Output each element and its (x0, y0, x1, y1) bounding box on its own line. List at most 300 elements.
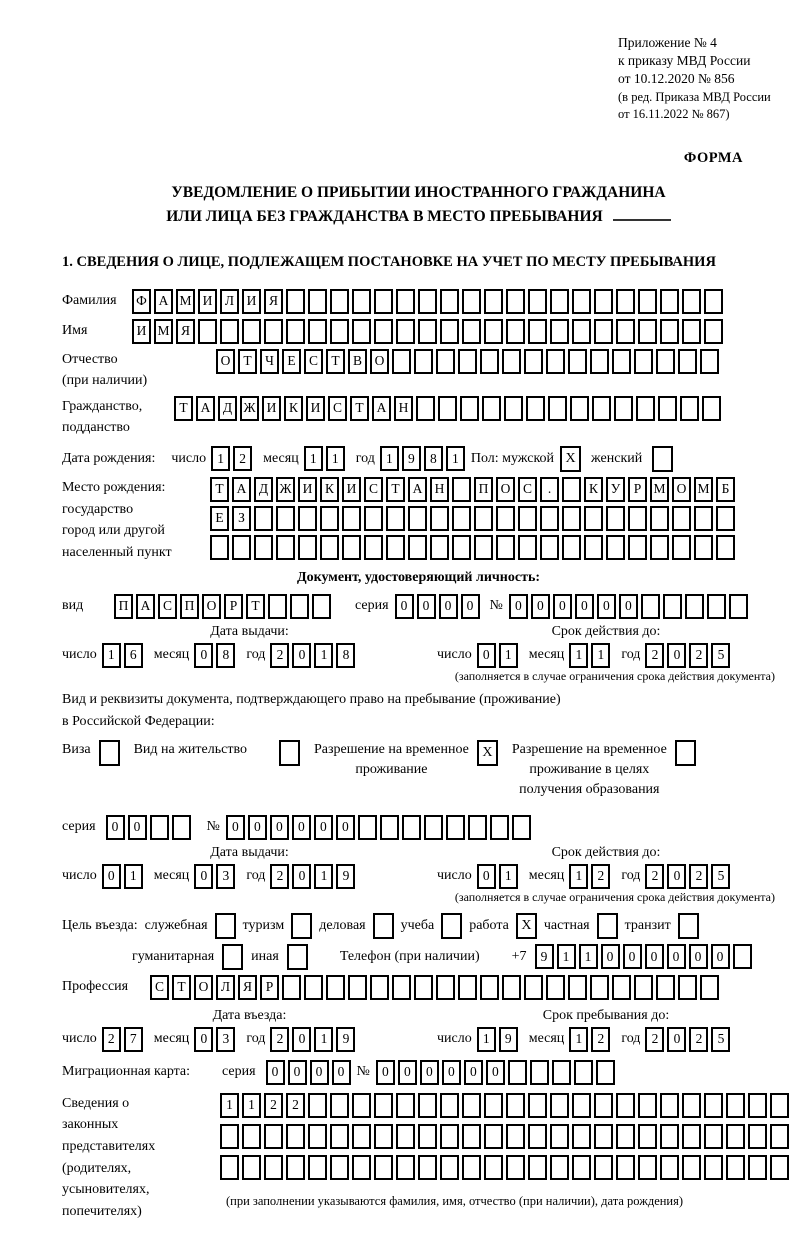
sex-male-checkbox[interactable]: X (560, 446, 581, 472)
char-cell[interactable] (729, 594, 748, 619)
char-cell[interactable] (438, 396, 457, 421)
char-cell[interactable] (370, 975, 389, 1000)
char-cell[interactable]: А (408, 477, 427, 502)
char-cell[interactable] (298, 535, 317, 560)
char-cell[interactable] (656, 975, 675, 1000)
char-cell[interactable] (572, 1093, 591, 1118)
char-cell[interactable] (550, 1155, 569, 1180)
char-cell[interactable]: 1 (569, 864, 588, 889)
char-cell[interactable] (672, 506, 691, 531)
char-cell[interactable]: 2 (102, 1027, 121, 1052)
char-cell[interactable]: 0 (420, 1060, 439, 1085)
char-cell[interactable] (504, 396, 523, 421)
char-cell[interactable] (572, 1124, 591, 1149)
char-cell[interactable]: 0 (597, 594, 616, 619)
char-cell[interactable] (678, 349, 697, 374)
char-cell[interactable] (512, 815, 531, 840)
char-cell[interactable] (374, 289, 393, 314)
char-cell[interactable] (660, 1155, 679, 1180)
char-cell[interactable] (682, 1155, 701, 1180)
char-cell[interactable]: Ч (260, 349, 279, 374)
char-cell[interactable] (562, 477, 581, 502)
char-cell[interactable] (282, 975, 301, 1000)
char-cell[interactable] (150, 815, 169, 840)
char-cell[interactable]: 0 (619, 594, 638, 619)
char-cell[interactable] (594, 1155, 613, 1180)
char-cell[interactable]: О (216, 349, 235, 374)
char-cell[interactable] (590, 349, 609, 374)
char-cell[interactable] (264, 1155, 283, 1180)
char-cell[interactable] (496, 535, 515, 560)
char-cell[interactable] (286, 1124, 305, 1149)
char-cell[interactable] (358, 815, 377, 840)
char-cell[interactable]: 0 (106, 815, 125, 840)
char-cell[interactable]: А (154, 289, 173, 314)
char-cell[interactable] (392, 349, 411, 374)
char-cell[interactable] (440, 1124, 459, 1149)
char-cell[interactable] (210, 535, 229, 560)
char-cell[interactable] (364, 535, 383, 560)
char-cell[interactable] (330, 1093, 349, 1118)
char-cell[interactable]: 0 (509, 594, 528, 619)
char-cell[interactable] (528, 289, 547, 314)
char-cell[interactable]: 0 (194, 1027, 213, 1052)
char-cell[interactable] (352, 1155, 371, 1180)
purpose-tourism-checkbox[interactable] (291, 913, 312, 939)
char-cell[interactable] (386, 535, 405, 560)
char-cell[interactable] (506, 289, 525, 314)
purpose-transit-checkbox[interactable] (678, 913, 699, 939)
char-cell[interactable]: 0 (226, 815, 245, 840)
char-cell[interactable] (614, 396, 633, 421)
char-cell[interactable]: С (150, 975, 169, 1000)
char-cell[interactable] (634, 975, 653, 1000)
char-cell[interactable]: 1 (220, 1093, 239, 1118)
char-cell[interactable] (408, 506, 427, 531)
char-cell[interactable]: 0 (314, 815, 333, 840)
char-cell[interactable] (198, 319, 217, 344)
char-cell[interactable] (220, 1124, 239, 1149)
char-cell[interactable] (606, 506, 625, 531)
char-cell[interactable] (452, 506, 471, 531)
char-cell[interactable]: И (198, 289, 217, 314)
char-cell[interactable] (308, 1093, 327, 1118)
char-cell[interactable]: 1 (326, 446, 345, 471)
char-cell[interactable] (172, 815, 191, 840)
char-cell[interactable] (474, 535, 493, 560)
char-cell[interactable] (330, 319, 349, 344)
char-cell[interactable]: С (328, 396, 347, 421)
char-cell[interactable]: 0 (194, 864, 213, 889)
char-cell[interactable]: 0 (486, 1060, 505, 1085)
char-cell[interactable] (242, 1155, 261, 1180)
purpose-other-checkbox[interactable] (287, 944, 308, 970)
char-cell[interactable] (628, 535, 647, 560)
char-cell[interactable] (546, 349, 565, 374)
char-cell[interactable] (616, 1155, 635, 1180)
char-cell[interactable] (418, 1155, 437, 1180)
char-cell[interactable] (380, 815, 399, 840)
char-cell[interactable]: 0 (376, 1060, 395, 1085)
char-cell[interactable] (694, 506, 713, 531)
char-cell[interactable] (685, 594, 704, 619)
char-cell[interactable]: 7 (124, 1027, 143, 1052)
char-cell[interactable] (490, 815, 509, 840)
char-cell[interactable]: Я (176, 319, 195, 344)
char-cell[interactable]: 0 (442, 1060, 461, 1085)
char-cell[interactable] (418, 1124, 437, 1149)
char-cell[interactable] (530, 1060, 549, 1085)
char-cell[interactable] (694, 535, 713, 560)
char-cell[interactable] (462, 1155, 481, 1180)
char-cell[interactable]: 1 (569, 1027, 588, 1052)
char-cell[interactable] (528, 319, 547, 344)
purpose-study-checkbox[interactable] (441, 913, 462, 939)
char-cell[interactable]: 1 (557, 944, 576, 969)
char-cell[interactable] (308, 1155, 327, 1180)
char-cell[interactable]: А (136, 594, 155, 619)
char-cell[interactable] (352, 319, 371, 344)
char-cell[interactable]: Ф (132, 289, 151, 314)
char-cell[interactable]: 9 (336, 1027, 355, 1052)
char-cell[interactable] (716, 506, 735, 531)
char-cell[interactable]: 2 (270, 643, 289, 668)
char-cell[interactable] (550, 289, 569, 314)
char-cell[interactable] (396, 1093, 415, 1118)
char-cell[interactable]: И (342, 477, 361, 502)
char-cell[interactable]: 9 (336, 864, 355, 889)
char-cell[interactable] (436, 975, 455, 1000)
char-cell[interactable] (574, 1060, 593, 1085)
char-cell[interactable]: 1 (102, 643, 121, 668)
char-cell[interactable]: 0 (464, 1060, 483, 1085)
char-cell[interactable] (462, 319, 481, 344)
char-cell[interactable]: 8 (336, 643, 355, 668)
char-cell[interactable] (678, 975, 697, 1000)
char-cell[interactable] (528, 1155, 547, 1180)
char-cell[interactable] (506, 1093, 525, 1118)
char-cell[interactable] (552, 1060, 571, 1085)
char-cell[interactable]: 1 (304, 446, 323, 471)
char-cell[interactable] (308, 319, 327, 344)
char-cell[interactable] (546, 975, 565, 1000)
char-cell[interactable] (650, 535, 669, 560)
char-cell[interactable]: Т (326, 349, 345, 374)
char-cell[interactable] (704, 319, 723, 344)
char-cell[interactable] (220, 319, 239, 344)
char-cell[interactable] (612, 349, 631, 374)
char-cell[interactable]: 0 (477, 864, 496, 889)
char-cell[interactable] (638, 1124, 657, 1149)
char-cell[interactable]: П (474, 477, 493, 502)
char-cell[interactable] (770, 1155, 789, 1180)
char-cell[interactable] (682, 289, 701, 314)
char-cell[interactable] (656, 349, 675, 374)
char-cell[interactable] (374, 319, 393, 344)
purpose-private-checkbox[interactable] (597, 913, 618, 939)
char-cell[interactable]: 1 (499, 643, 518, 668)
char-cell[interactable]: 3 (216, 864, 235, 889)
char-cell[interactable] (770, 1124, 789, 1149)
char-cell[interactable] (286, 319, 305, 344)
char-cell[interactable] (484, 319, 503, 344)
char-cell[interactable]: 1 (314, 1027, 333, 1052)
char-cell[interactable] (440, 1155, 459, 1180)
char-cell[interactable] (452, 535, 471, 560)
char-cell[interactable]: 2 (689, 643, 708, 668)
char-cell[interactable]: А (232, 477, 251, 502)
char-cell[interactable] (748, 1124, 767, 1149)
char-cell[interactable]: Б (716, 477, 735, 502)
char-cell[interactable] (374, 1124, 393, 1149)
char-cell[interactable] (748, 1155, 767, 1180)
char-cell[interactable] (572, 289, 591, 314)
char-cell[interactable] (716, 535, 735, 560)
char-cell[interactable] (440, 1093, 459, 1118)
char-cell[interactable] (628, 506, 647, 531)
char-cell[interactable]: 0 (531, 594, 550, 619)
char-cell[interactable] (572, 1155, 591, 1180)
char-cell[interactable]: О (672, 477, 691, 502)
char-cell[interactable]: . (540, 477, 559, 502)
char-cell[interactable] (682, 319, 701, 344)
char-cell[interactable]: Я (264, 289, 283, 314)
char-cell[interactable]: 1 (569, 643, 588, 668)
char-cell[interactable] (592, 396, 611, 421)
char-cell[interactable] (330, 1155, 349, 1180)
char-cell[interactable] (704, 289, 723, 314)
char-cell[interactable] (562, 535, 581, 560)
char-cell[interactable] (408, 535, 427, 560)
char-cell[interactable]: Т (210, 477, 229, 502)
char-cell[interactable] (672, 535, 691, 560)
char-cell[interactable]: 2 (645, 1027, 664, 1052)
char-cell[interactable] (374, 1155, 393, 1180)
char-cell[interactable] (484, 1124, 503, 1149)
char-cell[interactable]: Ж (276, 477, 295, 502)
char-cell[interactable] (468, 815, 487, 840)
purpose-work-checkbox[interactable]: X (516, 913, 537, 939)
char-cell[interactable] (320, 506, 339, 531)
char-cell[interactable] (330, 1124, 349, 1149)
char-cell[interactable] (396, 289, 415, 314)
char-cell[interactable]: 0 (711, 944, 730, 969)
visa-checkbox[interactable] (99, 740, 120, 766)
char-cell[interactable]: 2 (591, 864, 610, 889)
char-cell[interactable] (584, 506, 603, 531)
char-cell[interactable] (660, 1093, 679, 1118)
char-cell[interactable] (502, 975, 521, 1000)
char-cell[interactable] (506, 1155, 525, 1180)
char-cell[interactable] (386, 506, 405, 531)
char-cell[interactable] (658, 396, 677, 421)
char-cell[interactable] (396, 319, 415, 344)
char-cell[interactable] (508, 1060, 527, 1085)
char-cell[interactable]: 1 (211, 446, 230, 471)
char-cell[interactable]: 1 (124, 864, 143, 889)
char-cell[interactable]: Л (216, 975, 235, 1000)
char-cell[interactable] (528, 1124, 547, 1149)
char-cell[interactable]: 0 (575, 594, 594, 619)
char-cell[interactable]: 5 (711, 1027, 730, 1052)
char-cell[interactable]: 1 (499, 864, 518, 889)
char-cell[interactable] (342, 535, 361, 560)
char-cell[interactable] (496, 506, 515, 531)
char-cell[interactable] (396, 1155, 415, 1180)
char-cell[interactable] (682, 1093, 701, 1118)
char-cell[interactable] (430, 506, 449, 531)
char-cell[interactable]: 2 (689, 864, 708, 889)
char-cell[interactable]: П (180, 594, 199, 619)
char-cell[interactable] (660, 319, 679, 344)
char-cell[interactable] (700, 349, 719, 374)
char-cell[interactable] (276, 506, 295, 531)
char-cell[interactable]: 1 (477, 1027, 496, 1052)
char-cell[interactable]: 0 (417, 594, 436, 619)
char-cell[interactable] (286, 1155, 305, 1180)
char-cell[interactable] (254, 506, 273, 531)
char-cell[interactable]: 9 (499, 1027, 518, 1052)
char-cell[interactable]: Р (224, 594, 243, 619)
char-cell[interactable]: М (176, 289, 195, 314)
char-cell[interactable]: 2 (645, 864, 664, 889)
char-cell[interactable]: 9 (402, 446, 421, 471)
char-cell[interactable] (682, 1124, 701, 1149)
purpose-official-checkbox[interactable] (215, 913, 236, 939)
char-cell[interactable] (402, 815, 421, 840)
char-cell[interactable]: К (584, 477, 603, 502)
char-cell[interactable]: 0 (689, 944, 708, 969)
char-cell[interactable] (524, 349, 543, 374)
char-cell[interactable]: О (202, 594, 221, 619)
char-cell[interactable]: 5 (711, 643, 730, 668)
char-cell[interactable]: 0 (102, 864, 121, 889)
char-cell[interactable] (220, 1155, 239, 1180)
char-cell[interactable]: 2 (233, 446, 252, 471)
char-cell[interactable] (540, 506, 559, 531)
char-cell[interactable] (726, 1093, 745, 1118)
char-cell[interactable] (702, 396, 721, 421)
char-cell[interactable] (286, 289, 305, 314)
char-cell[interactable] (392, 975, 411, 1000)
char-cell[interactable] (462, 1124, 481, 1149)
char-cell[interactable]: Ж (240, 396, 259, 421)
char-cell[interactable]: 2 (264, 1093, 283, 1118)
char-cell[interactable] (590, 975, 609, 1000)
char-cell[interactable] (568, 975, 587, 1000)
char-cell[interactable] (570, 396, 589, 421)
char-cell[interactable]: 1 (591, 643, 610, 668)
char-cell[interactable] (424, 815, 443, 840)
purpose-humanitarian-checkbox[interactable] (222, 944, 243, 970)
char-cell[interactable]: 0 (292, 1027, 311, 1052)
char-cell[interactable] (733, 944, 752, 969)
char-cell[interactable] (707, 594, 726, 619)
char-cell[interactable]: Р (628, 477, 647, 502)
char-cell[interactable]: П (114, 594, 133, 619)
char-cell[interactable] (550, 319, 569, 344)
char-cell[interactable] (606, 535, 625, 560)
char-cell[interactable]: И (262, 396, 281, 421)
char-cell[interactable] (396, 1124, 415, 1149)
char-cell[interactable] (276, 535, 295, 560)
char-cell[interactable]: А (196, 396, 215, 421)
char-cell[interactable]: М (154, 319, 173, 344)
char-cell[interactable]: 0 (332, 1060, 351, 1085)
char-cell[interactable] (462, 289, 481, 314)
char-cell[interactable] (594, 1093, 613, 1118)
char-cell[interactable]: 0 (128, 815, 147, 840)
char-cell[interactable]: 6 (124, 643, 143, 668)
char-cell[interactable] (348, 975, 367, 1000)
residence-permit-checkbox[interactable] (279, 740, 300, 766)
char-cell[interactable]: 1 (314, 643, 333, 668)
char-cell[interactable]: 1 (446, 446, 465, 471)
char-cell[interactable]: 5 (711, 864, 730, 889)
char-cell[interactable]: Т (174, 396, 193, 421)
char-cell[interactable] (616, 1124, 635, 1149)
char-cell[interactable]: Т (350, 396, 369, 421)
char-cell[interactable] (704, 1155, 723, 1180)
char-cell[interactable]: 0 (395, 594, 414, 619)
char-cell[interactable] (326, 975, 345, 1000)
char-cell[interactable]: И (242, 289, 261, 314)
char-cell[interactable]: Н (430, 477, 449, 502)
char-cell[interactable]: К (320, 477, 339, 502)
char-cell[interactable] (594, 1124, 613, 1149)
char-cell[interactable] (638, 319, 657, 344)
char-cell[interactable]: В (348, 349, 367, 374)
char-cell[interactable] (704, 1124, 723, 1149)
char-cell[interactable] (616, 1093, 635, 1118)
char-cell[interactable] (518, 535, 537, 560)
char-cell[interactable] (312, 594, 331, 619)
char-cell[interactable] (526, 396, 545, 421)
char-cell[interactable]: 2 (689, 1027, 708, 1052)
char-cell[interactable]: 0 (667, 1027, 686, 1052)
char-cell[interactable]: О (496, 477, 515, 502)
char-cell[interactable] (572, 319, 591, 344)
char-cell[interactable] (458, 349, 477, 374)
char-cell[interactable] (726, 1155, 745, 1180)
char-cell[interactable]: Н (394, 396, 413, 421)
char-cell[interactable]: И (132, 319, 151, 344)
char-cell[interactable] (550, 1093, 569, 1118)
char-cell[interactable]: 8 (216, 643, 235, 668)
char-cell[interactable]: 1 (314, 864, 333, 889)
char-cell[interactable]: 0 (623, 944, 642, 969)
char-cell[interactable]: Т (386, 477, 405, 502)
char-cell[interactable]: 8 (424, 446, 443, 471)
char-cell[interactable]: Т (172, 975, 191, 1000)
char-cell[interactable]: 0 (266, 1060, 285, 1085)
char-cell[interactable]: А (372, 396, 391, 421)
char-cell[interactable] (540, 535, 559, 560)
char-cell[interactable] (414, 975, 433, 1000)
char-cell[interactable]: 0 (398, 1060, 417, 1085)
char-cell[interactable] (594, 319, 613, 344)
char-cell[interactable]: 2 (286, 1093, 305, 1118)
char-cell[interactable]: 0 (667, 944, 686, 969)
char-cell[interactable] (660, 289, 679, 314)
char-cell[interactable] (650, 506, 669, 531)
char-cell[interactable] (680, 396, 699, 421)
char-cell[interactable] (352, 289, 371, 314)
char-cell[interactable] (480, 349, 499, 374)
char-cell[interactable] (364, 506, 383, 531)
char-cell[interactable] (663, 594, 682, 619)
char-cell[interactable]: С (304, 349, 323, 374)
